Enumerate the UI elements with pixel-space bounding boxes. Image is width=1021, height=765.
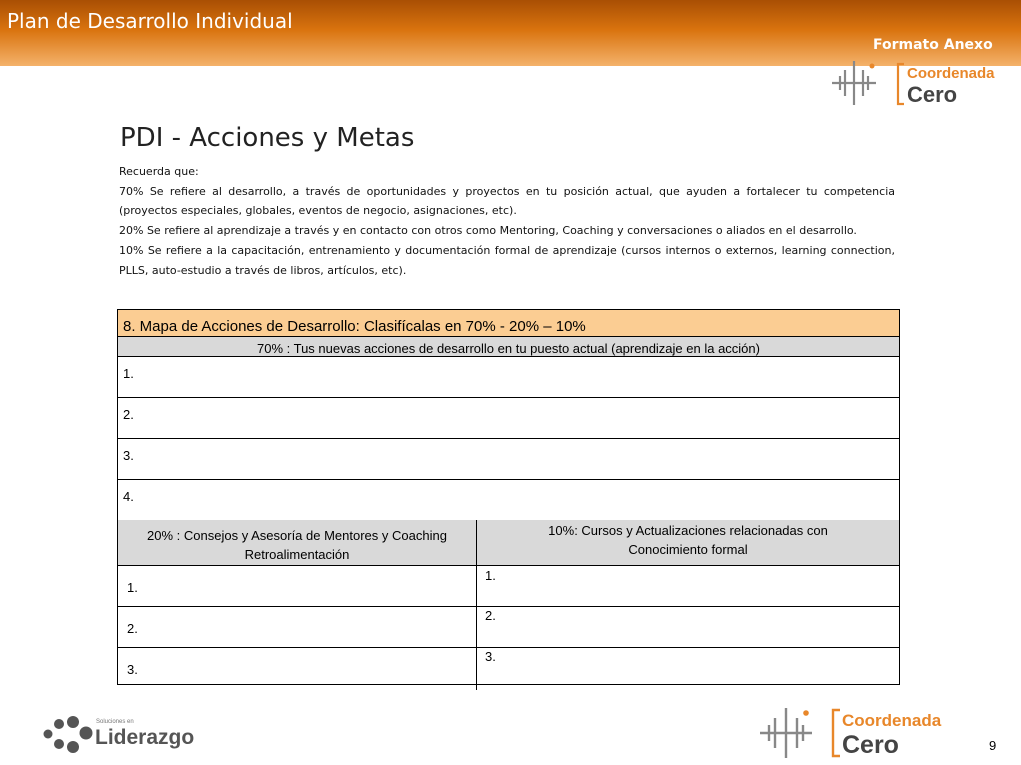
action-70-field-2[interactable] <box>118 398 899 439</box>
page-number: 9 <box>989 738 997 753</box>
row-number: 1. <box>123 366 134 381</box>
action-20-field-2[interactable] <box>118 607 477 648</box>
page-title: PDI - Acciones y Metas <box>120 123 415 153</box>
section-10-header-line1: 10%: Cursos y Actualizaciones relacionadas con <box>548 523 828 538</box>
liderazgo-logo <box>42 713 222 757</box>
intro-line: Recuerda que: <box>119 165 199 178</box>
row-number: 3. <box>485 649 496 664</box>
logo-text-cero: Cero <box>907 82 958 107</box>
header-title: Plan de Desarrollo Individual <box>7 9 293 33</box>
row-number: 4. <box>123 489 134 504</box>
liderazgo-tagline: Soluciones en <box>96 719 134 725</box>
section-20-header-line1: 20% : Consejos y Asesoría de Mentores y Coaching <box>147 528 447 543</box>
dots-icon <box>44 716 93 753</box>
section-10-header <box>477 520 899 566</box>
action-70-field-1[interactable] <box>118 357 899 398</box>
row-number: 1. <box>485 568 496 583</box>
liderazgo-name: Liderazgo <box>95 726 195 749</box>
header-subtitle: Formato Anexo <box>873 37 993 53</box>
action-70-field-3[interactable] <box>118 439 899 480</box>
logo-text-coordenada: Coordenada <box>907 65 995 82</box>
row-number: 2. <box>123 407 134 422</box>
crosshair-icon <box>832 61 876 105</box>
row-number: 3. <box>127 662 138 677</box>
action-10-field-1[interactable] <box>477 566 899 607</box>
coordenada-cero-logo <box>830 58 1000 108</box>
row-number: 1. <box>127 580 138 595</box>
action-20-field-1[interactable] <box>118 566 477 607</box>
logo-text-coordenada: Coordenada <box>842 711 942 730</box>
action-70-field-4[interactable] <box>118 480 899 521</box>
action-10-field-2[interactable] <box>477 607 899 648</box>
row-number: 2. <box>127 621 138 636</box>
section-20-header <box>118 520 477 566</box>
action-map-table <box>117 309 900 685</box>
row-number: 2. <box>485 608 496 623</box>
section-10-header-line2: Conocimiento formal <box>628 542 748 557</box>
intro-line: 20% Se refiere al aprendizaje a través y en contacto con otros como Mentoring, Coaching y conversaciones o aliados en el desarrollo. <box>119 224 857 238</box>
crosshair-icon <box>760 708 812 758</box>
section-20-header-line2: Retroalimentación <box>244 547 350 562</box>
coordenada-cero-logo-footer <box>758 704 950 760</box>
intro-text <box>119 162 895 280</box>
action-20-field-3[interactable] <box>118 648 477 690</box>
row-number: 3. <box>123 448 134 463</box>
logo-text-cero: Cero <box>842 731 899 759</box>
section-70-header: 70% : Tus nuevas acciones de desarrollo en tu puesto actual (aprendizaje en la acción) <box>118 337 899 357</box>
action-10-field-3[interactable] <box>477 648 899 690</box>
intro-line: 70% Se refiere al desarrollo, a través de oportunidades y proyectos en tu posición actual, que ayuden a fortalecer tu competencia (proyectos especiales, globales, eventos de negocio, asignaciones, etc). <box>119 184 895 218</box>
table-title: 8. Mapa de Acciones de Desarrollo: Clasifícalas en 70% - 20% – 10% <box>118 310 899 337</box>
intro-line: 10% Se refiere a la capacitación, entrenamiento y documentación formal de aprendizaje (cursos internos o externos, learning connection, PLLS, auto-estudio a través de libros, artículos, etc). <box>119 243 895 277</box>
